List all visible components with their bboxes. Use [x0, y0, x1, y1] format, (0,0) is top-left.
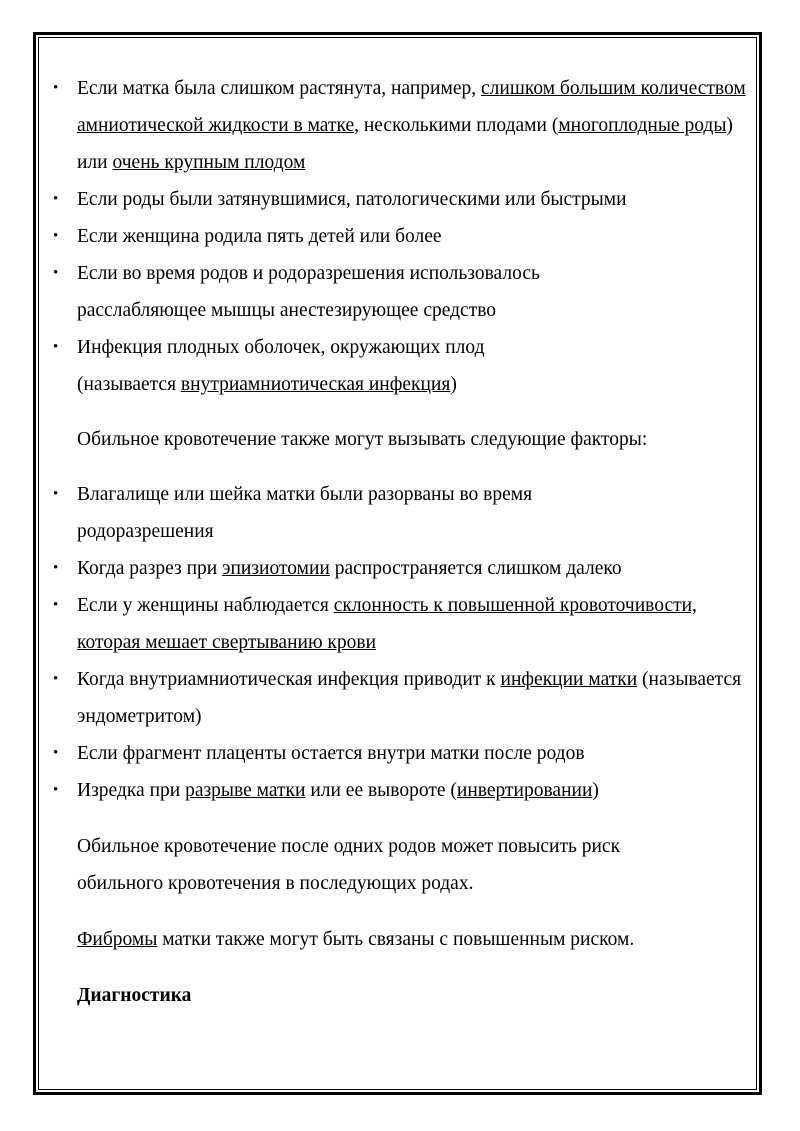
link-episiotomy[interactable]: эпизиотомии [222, 558, 330, 579]
list-item: • Когда разрез при эпизиотомии распространяется слишком далеко [77, 550, 747, 587]
list-item: • Если роды были затянувшимися, патологическими или быстрыми [77, 181, 747, 218]
other-factors-list [77, 476, 747, 809]
document-body [77, 70, 747, 1014]
link-uterine-infection[interactable]: инфекции матки [500, 669, 638, 690]
link-large-fetus[interactable]: очень крупным плодом [112, 152, 306, 173]
list-item: • Изредка при разрыве матки или ее вывороте (инвертировании) [77, 772, 747, 809]
link-multiple-births[interactable]: многоплодные роды [558, 115, 727, 136]
link-fibroids[interactable]: Фибромы [77, 929, 158, 950]
link-uterine-inversion[interactable]: инвертировании [456, 780, 593, 801]
list-item: • Когда внутриамниотическая инфекция приводит к инфекции матки (называется эндометритом) [77, 661, 747, 735]
link-intraamniotic-infection[interactable]: внутриамниотическая инфекция [180, 374, 451, 395]
list-item: • Если у женщины наблюдается склонность к повышенной кровоточивости, которая мешает свертыванию крови [77, 587, 747, 661]
list-item: • Если матка была слишком растянута, например, слишком большим количеством амниотической жидкости в матке, несколькими плодами (многоплодные роды) или очень крупным плодом [77, 70, 747, 181]
link-excess-amniotic-fluid[interactable]: слишком большим количеством амниотической жидкости в матке [77, 78, 746, 136]
paragraph-fibroids: Фибромы матки также могут быть связаны с повышенным риском. [77, 929, 635, 950]
link-uterine-rupture[interactable]: разрыве матки [185, 780, 306, 801]
list-item: • Влагалище или шейка матки были разорваны во время родоразрешения [77, 476, 747, 550]
list-item: • Если женщина родила пять детей или более [77, 218, 747, 255]
list-item: • Инфекция плодных оболочек, окружающих плод (называется внутриамниотическая инфекция) [77, 329, 747, 403]
list-item: • Если фрагмент плаценты остается внутри матки после родов [77, 735, 747, 772]
section-heading-diagnostics: Диагностика [77, 985, 192, 1006]
risk-factors-list [77, 70, 747, 403]
list-item: • Если во время родов и родоразрешения использовалось расслабляющее мышцы анестезирующее средство [77, 255, 747, 329]
paragraph-other-factors: Обильное кровотечение также могут вызывать следующие факторы: [77, 429, 648, 450]
paragraph-recurrence: Обильное кровотечение после одних родов может повысить риск обильного кровотечения в последующих родах. [77, 836, 621, 894]
link-bleeding-tendency[interactable]: склонность к повышенной кровоточивости, которая мешает свертыванию крови [77, 595, 697, 653]
